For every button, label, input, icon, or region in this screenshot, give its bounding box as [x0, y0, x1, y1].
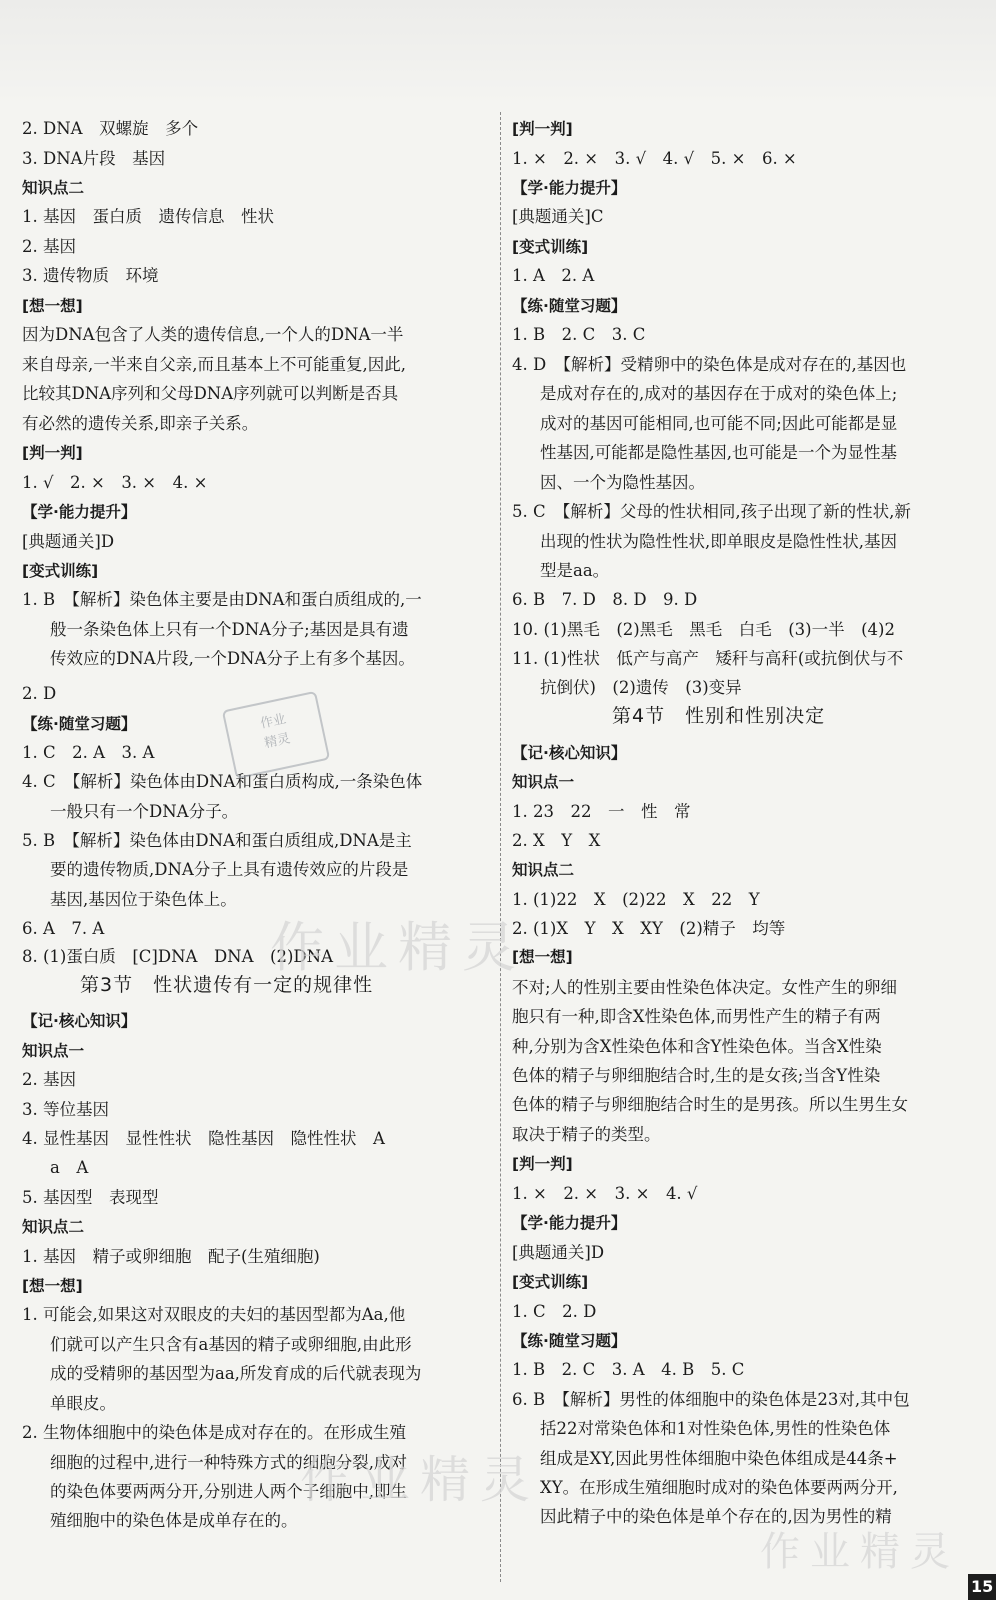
section-label: [判一判]: [22, 444, 83, 462]
answer-line: 色体的精子与卵细胞结合时,生的是女孩;当含Y性染: [512, 1066, 881, 1085]
answer-line: 1. C 2. D: [512, 1302, 597, 1321]
answer-line: 3. DNA片段 基因: [22, 149, 166, 168]
section-label: 【学·能力提升】: [512, 179, 627, 197]
answer-line: 1. 可能会,如果这对双眼皮的夫妇的基因型都为Aa,他: [22, 1305, 406, 1324]
section-label: 【记·核心知识】: [22, 1012, 137, 1030]
answer-line: 2. 基因: [22, 1070, 76, 1089]
answer-line: 2. X Y X: [512, 831, 601, 850]
answer-line: 来自母亲,一半来自父亲,而且基本上不可能重复,因此,: [22, 355, 406, 374]
answer-line: 传效应的DNA片段,一个DNA分子上有多个基因。: [50, 649, 415, 668]
section-label: [变式训练]: [22, 562, 99, 580]
answer-line: 1. B 2. C 3. A 4. B 5. C: [512, 1360, 745, 1379]
answer-line: 1. B 【解析】染色体主要是由DNA和蛋白质组成的,一: [22, 590, 422, 609]
answer-line: 般一条染色体上只有一个DNA分子;基因是具有遗: [50, 620, 409, 639]
answer-line: 组成是XY,因此男性体细胞中染色体组成是44条+: [540, 1449, 898, 1468]
answer-line: 细胞的过程中,进行一种特殊方式的细胞分裂,成对: [50, 1453, 407, 1472]
answer-line: 有必然的遗传关系,即亲子关系。: [22, 414, 259, 433]
watermark-text: 作业精灵: [760, 1529, 960, 1575]
answer-line: 1. C 2. A 3. A: [22, 743, 155, 762]
answer-line: 基因,基因位于染色体上。: [50, 890, 237, 909]
answer-line: [典题通关]C: [512, 207, 604, 226]
answer-line: 5. B 【解析】染色体由DNA和蛋白质组成,DNA是主: [22, 831, 412, 850]
answer-line: [典题通关]D: [512, 1243, 605, 1262]
page-number: 15: [968, 1574, 996, 1600]
answer-line: 1. × 2. × 3. × 4. √: [512, 1184, 698, 1203]
section-label: 知识点二: [22, 179, 85, 197]
section-label: 知识点二: [512, 861, 575, 879]
answer-line: 2. DNA 双螺旋 多个: [22, 119, 199, 138]
answer-line: 成的受精卵的基因型为aa,所发育成的后代就表现为: [50, 1364, 422, 1383]
section-label: [变式训练]: [512, 238, 589, 256]
answer-line: 2. 基因: [22, 237, 76, 256]
answer-line: 4. D 【解析】受精卵中的染色体是成对存在的,基因也: [512, 355, 907, 374]
section-label: [想一想]: [512, 948, 573, 966]
answer-line: 色体的精子与卵细胞结合时生的是男孩。所以生男生女: [512, 1095, 908, 1114]
section-label: 【学·能力提升】: [22, 503, 137, 521]
section-label: 【练·随堂习题】: [512, 297, 627, 315]
answer-line: 们就可以产生只含有a基因的精子或卵细胞,由此形: [50, 1335, 412, 1354]
answer-line: [典题通关]D: [22, 532, 115, 551]
answer-line: 胞只有一种,即含X性染色体,而男性产生的精子有两: [512, 1007, 881, 1026]
stamp-line-2: 精灵: [263, 731, 292, 752]
section-label: [想一想]: [22, 297, 83, 315]
answer-line: 1. 23 22 一 性 常: [512, 802, 691, 821]
answer-line: 2. (1)X Y X XY (2)精子 均等: [512, 919, 786, 938]
section-label: 【记·核心知识】: [512, 744, 627, 762]
answer-line: 5. 基因型 表现型: [22, 1188, 159, 1207]
answer-line: 1. 基因 蛋白质 遗传信息 性状: [22, 207, 274, 226]
answer-line: 1. × 2. × 3. √ 4. √ 5. × 6. ×: [512, 149, 797, 168]
answer-line: 3. 等位基因: [22, 1100, 109, 1119]
answer-line: 殖细胞中的染色体是成单存在的。: [50, 1511, 298, 1530]
column-divider: [500, 112, 501, 1582]
answer-line: 要的遗传物质,DNA分子上具有遗传效应的片段是: [50, 860, 409, 879]
stamp-line-1: 作业: [258, 711, 288, 732]
answer-line: 2. 生物体细胞中的染色体是成对存在的。在形成生殖: [22, 1423, 406, 1442]
watermark-stamp: [222, 691, 330, 779]
answer-line: XY。在形成生殖细胞时成对的染色体要两两分开,: [540, 1478, 898, 1497]
watermark-text: 作业精灵: [270, 916, 526, 979]
answer-line: 抗倒伏) (2)遗传 (3)变异: [540, 678, 742, 697]
answer-line: 10. (1)黑毛 (2)黑毛 黑毛 白毛 (3)一半 (4)2: [512, 620, 895, 639]
answer-line: 1. (1)22 X (2)22 X 22 Y: [512, 890, 760, 909]
answer-line: 2. D: [22, 684, 57, 703]
answer-line: 比较其DNA序列和父母DNA序列就可以判断是否具: [22, 384, 399, 403]
answer-line: 性基因,可能都是隐性基因,也可能是一个为显性基: [540, 443, 897, 462]
answer-line: 4. C 【解析】染色体由DNA和蛋白质构成,一条染色体: [22, 772, 423, 791]
answer-line: 因为DNA包含了人类的遗传信息,一个人的DNA一半: [22, 325, 404, 344]
section-label: [变式训练]: [512, 1273, 589, 1291]
answer-line: 不对;人的性别主要由性染色体决定。女性产生的卵细: [512, 978, 898, 997]
section-heading: 第4节 性别和性别决定: [612, 705, 826, 727]
answer-line: 成对的基因可能相同,也可能不同;因此可能都是显: [540, 414, 898, 433]
answer-line: 1. A 2. A: [512, 266, 595, 285]
answer-line: 11. (1)性状 低产与高产 矮秆与高秆(或抗倒伏与不: [512, 649, 904, 668]
answer-line: 6. B 7. D 8. D 9. D: [512, 590, 698, 609]
section-label: 【学·能力提升】: [512, 1214, 627, 1232]
answer-line: 因、一个为隐性基因。: [540, 473, 705, 492]
answer-line: 型是aa。: [540, 561, 610, 580]
section-label: [想一想]: [22, 1277, 83, 1295]
answer-line: 种,分别为含X性染色体和含Y性染色体。当含X性染: [512, 1037, 882, 1056]
section-label: 知识点二: [22, 1218, 85, 1236]
section-label: 【练·随堂习题】: [22, 715, 137, 733]
answer-line: 出现的性状为隐性性状,即单眼皮是隐性性状,基因: [540, 532, 897, 551]
watermark-text: 作业精灵: [300, 1451, 540, 1509]
answer-line: 一般只有一个DNA分子。: [50, 802, 239, 821]
answer-line: 是成对存在的,成对的基因存在于成对的染色体上;: [540, 384, 898, 403]
answer-line: 6. A 7. A: [22, 919, 105, 938]
section-heading: 第3节 性状遗传有一定的规律性: [80, 974, 374, 996]
answer-line: a A: [50, 1158, 89, 1177]
answer-line: 取决于精子的类型。: [512, 1125, 661, 1144]
answer-line: 5. C 【解析】父母的性状相同,孩子出现了新的性状,新: [512, 502, 911, 521]
answer-line: 单眼皮。: [50, 1394, 116, 1413]
answer-line: 8. (1)蛋白质 [C]DNA DNA (2)DNA: [22, 947, 333, 966]
answer-line: 1. 基因 精子或卵细胞 配子(生殖细胞): [22, 1247, 320, 1266]
answer-line: 1. √ 2. × 3. × 4. ×: [22, 473, 208, 492]
section-label: 【练·随堂习题】: [512, 1332, 627, 1350]
section-label: [判一判]: [512, 120, 573, 138]
answer-line: 的染色体要两两分开,分别进人两个子细胞中,即生: [50, 1482, 407, 1501]
section-label: 知识点一: [22, 1042, 85, 1060]
answer-line: 6. B 【解析】男性的体细胞中的染色体是23对,其中包: [512, 1390, 910, 1409]
answer-line: 括22对常染色体和1对性染色体,男性的性染色体: [540, 1419, 891, 1438]
answer-line: 4. 显性基因 显性性状 隐性基因 隐性性状 A: [22, 1129, 385, 1148]
answer-line: 因此精子中的染色体是单个存在的,因为男性的精: [540, 1507, 892, 1526]
answer-line: 1. B 2. C 3. C: [512, 325, 646, 344]
section-label: [判一判]: [512, 1155, 573, 1173]
answer-line: 3. 遗传物质 环境: [22, 266, 159, 285]
section-label: 知识点一: [512, 773, 575, 791]
page-top-shadow: [0, 0, 996, 105]
